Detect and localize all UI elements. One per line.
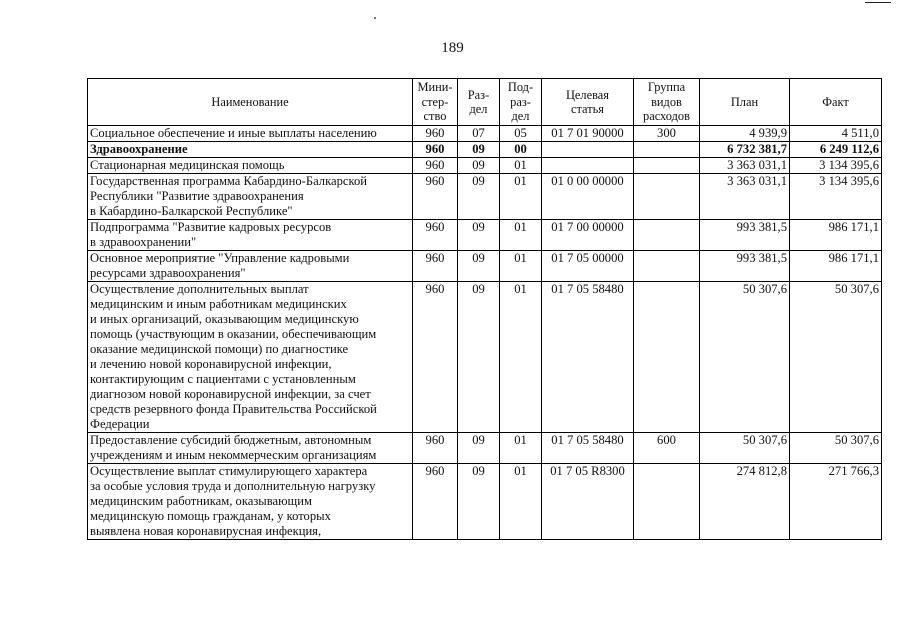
section-cell: 09 (458, 142, 500, 158)
scan-dot (374, 17, 376, 19)
fact-cell: 50 307,6 (790, 282, 882, 433)
plan-cell: 50 307,6 (700, 433, 790, 464)
text-line: средств резервного фонда Правительства Российской (90, 402, 377, 416)
fact-cell: 271 766,3 (790, 464, 882, 540)
table-body (88, 126, 882, 540)
text-line: ство (423, 109, 447, 124)
table-row (88, 220, 882, 251)
expense-group-cell (634, 220, 700, 251)
subsection-cell: 01 (500, 282, 542, 433)
name-cell (88, 174, 413, 220)
text-line: за особые условия труда и дополнительную нагрузку (90, 479, 376, 493)
target-article-cell: 01 7 05 58480 (542, 433, 634, 464)
text-line: Основное мероприятие "Управление кадровыми (90, 251, 350, 265)
text-line: и иных организаций, оказывающим медицинскую (90, 312, 359, 326)
ministry-cell: 960 (413, 464, 458, 540)
table-row (88, 174, 882, 220)
table-row (88, 464, 882, 540)
name-cell (88, 220, 413, 251)
fact-cell: 986 171,1 (790, 220, 882, 251)
text-line: Здравоохранение (90, 142, 188, 156)
text-line: Предоставление субсидий бюджетным, автономным (90, 433, 372, 447)
expense-group-cell: 300 (634, 126, 700, 142)
header-ministry (413, 79, 458, 126)
expense-group-cell (634, 464, 700, 540)
subsection-cell: 01 (500, 251, 542, 282)
ministry-cell: 960 (413, 251, 458, 282)
ministry-cell: 960 (413, 142, 458, 158)
subsection-cell: 01 (500, 220, 542, 251)
text-line: медицинским работникам, оказывающим (90, 494, 312, 508)
text-line: дел (469, 102, 488, 116)
plan-cell: 274 812,8 (700, 464, 790, 540)
name-cell (88, 142, 413, 158)
name-cell (88, 251, 413, 282)
section-cell: 09 (458, 251, 500, 282)
text-line: Федерации (90, 417, 150, 431)
target-article-cell (542, 142, 634, 158)
fact-cell: 6 249 112,6 (790, 142, 882, 158)
plan-cell: 6 732 381,7 (700, 142, 790, 158)
table-row (88, 126, 882, 142)
text-line: Социальное обеспечение и иные выплаты населению (90, 126, 377, 140)
plan-cell: 3 363 031,1 (700, 174, 790, 220)
subsection-cell: 01 (500, 464, 542, 540)
text-line: Под- (507, 80, 534, 95)
subsection-cell: 05 (500, 126, 542, 142)
header-target-article (542, 79, 634, 126)
target-article-cell: 01 7 01 90000 (542, 126, 634, 142)
header-plan: План (700, 79, 790, 126)
target-article-cell: 01 7 05 00000 (542, 251, 634, 282)
target-article-cell: 01 7 05 58480 (542, 282, 634, 433)
text-line: Осуществление дополнительных выплат (90, 282, 309, 296)
section-cell: 07 (458, 126, 500, 142)
plan-cell: 4 939,9 (700, 126, 790, 142)
text-line: и лечению новой коронавирусной инфекции, (90, 357, 332, 371)
target-article-cell: 01 7 05 R8300 (542, 464, 634, 540)
section-cell: 09 (458, 464, 500, 540)
fact-cell: 986 171,1 (790, 251, 882, 282)
subsection-cell: 00 (500, 142, 542, 158)
section-cell: 09 (458, 158, 500, 174)
text-line: диагнозом новой коронавирусной инфекции, за счет (90, 387, 371, 401)
text-line: статья (570, 102, 604, 116)
text-line: медицинскую помощь гражданам, у которых (90, 509, 331, 523)
text-line: Республики "Развитие здравоохранения (90, 189, 304, 203)
ministry-cell: 960 (413, 282, 458, 433)
header-expense-group (634, 79, 700, 126)
ministry-cell: 960 (413, 158, 458, 174)
table-row (88, 282, 882, 433)
fact-cell: 3 134 395,6 (790, 158, 882, 174)
table-row (88, 433, 882, 464)
subsection-cell: 01 (500, 433, 542, 464)
section-cell: 09 (458, 433, 500, 464)
text-line: Раз- (467, 87, 490, 102)
text-line: Целевая (565, 87, 610, 102)
name-cell (88, 433, 413, 464)
text-line: помощь (участвующим в оказании, обеспечивающим (90, 327, 377, 341)
header-subsection (500, 79, 542, 126)
target-article-cell: 01 7 00 00000 (542, 220, 634, 251)
page-number: 189 (441, 40, 464, 56)
fact-cell: 3 134 395,6 (790, 174, 882, 220)
fact-cell: 50 307,6 (790, 433, 882, 464)
ministry-cell: 960 (413, 174, 458, 220)
text-line: расходов (643, 109, 690, 124)
plan-cell: 3 363 031,1 (700, 158, 790, 174)
text-line: Мини- (417, 80, 453, 95)
expense-group-cell (634, 158, 700, 174)
text-line: стер- (421, 94, 449, 109)
text-line: в здравоохранении" (90, 235, 197, 249)
expense-group-cell: 600 (634, 433, 700, 464)
table-row (88, 142, 882, 158)
budget-table (87, 78, 882, 540)
text-line: Государственная программа Кабардино-Балкарской (90, 174, 368, 188)
text-line: дел (511, 109, 530, 124)
table-row (88, 251, 882, 282)
text-line: учреждениям и иным некоммерческим организациям (90, 448, 377, 462)
plan-cell: 993 381,5 (700, 251, 790, 282)
text-line: Осуществление выплат стимулирующего характера (90, 464, 368, 478)
plan-cell: 993 381,5 (700, 220, 790, 251)
expense-group-cell (634, 174, 700, 220)
text-line: выявлена новая коронавирусная инфекция, (90, 524, 322, 538)
text-line: Стационарная медицинская помощь (90, 158, 285, 172)
expense-group-cell (634, 282, 700, 433)
text-line: в Кабардино-Балкарской Республике" (90, 204, 293, 218)
name-cell (88, 158, 413, 174)
subsection-cell: 01 (500, 174, 542, 220)
text-line: контактирующим с пациентами с установленным (90, 372, 356, 386)
table-header-row (88, 79, 882, 126)
subsection-cell: 01 (500, 158, 542, 174)
header-name: Наименование (88, 79, 413, 126)
section-cell: 09 (458, 174, 500, 220)
plan-cell: 50 307,6 (700, 282, 790, 433)
text-line: Подпрограмма "Развитие кадровых ресурсов (90, 220, 332, 234)
text-line: медицинским и иным работникам медицинских (90, 297, 347, 311)
expense-group-cell (634, 251, 700, 282)
fact-cell: 4 511,0 (790, 126, 882, 142)
target-article-cell (542, 158, 634, 174)
name-cell (88, 126, 413, 142)
name-cell (88, 464, 413, 540)
target-article-cell: 01 0 00 00000 (542, 174, 634, 220)
corner-mark (865, 2, 891, 3)
text-line: видов (651, 94, 682, 109)
expense-group-cell (634, 142, 700, 158)
ministry-cell: 960 (413, 433, 458, 464)
ministry-cell: 960 (413, 126, 458, 142)
text-line: ресурсами здравоохранения" (90, 266, 246, 280)
name-cell (88, 282, 413, 433)
table-row (88, 158, 882, 174)
section-cell: 09 (458, 282, 500, 433)
ministry-cell: 960 (413, 220, 458, 251)
text-line: Группа (647, 80, 686, 95)
header-section (458, 79, 500, 126)
text-line: оказание медицинской помощи) по диагностике (90, 342, 349, 356)
section-cell: 09 (458, 220, 500, 251)
header-fact: Факт (790, 79, 882, 126)
text-line: раз- (510, 94, 531, 109)
